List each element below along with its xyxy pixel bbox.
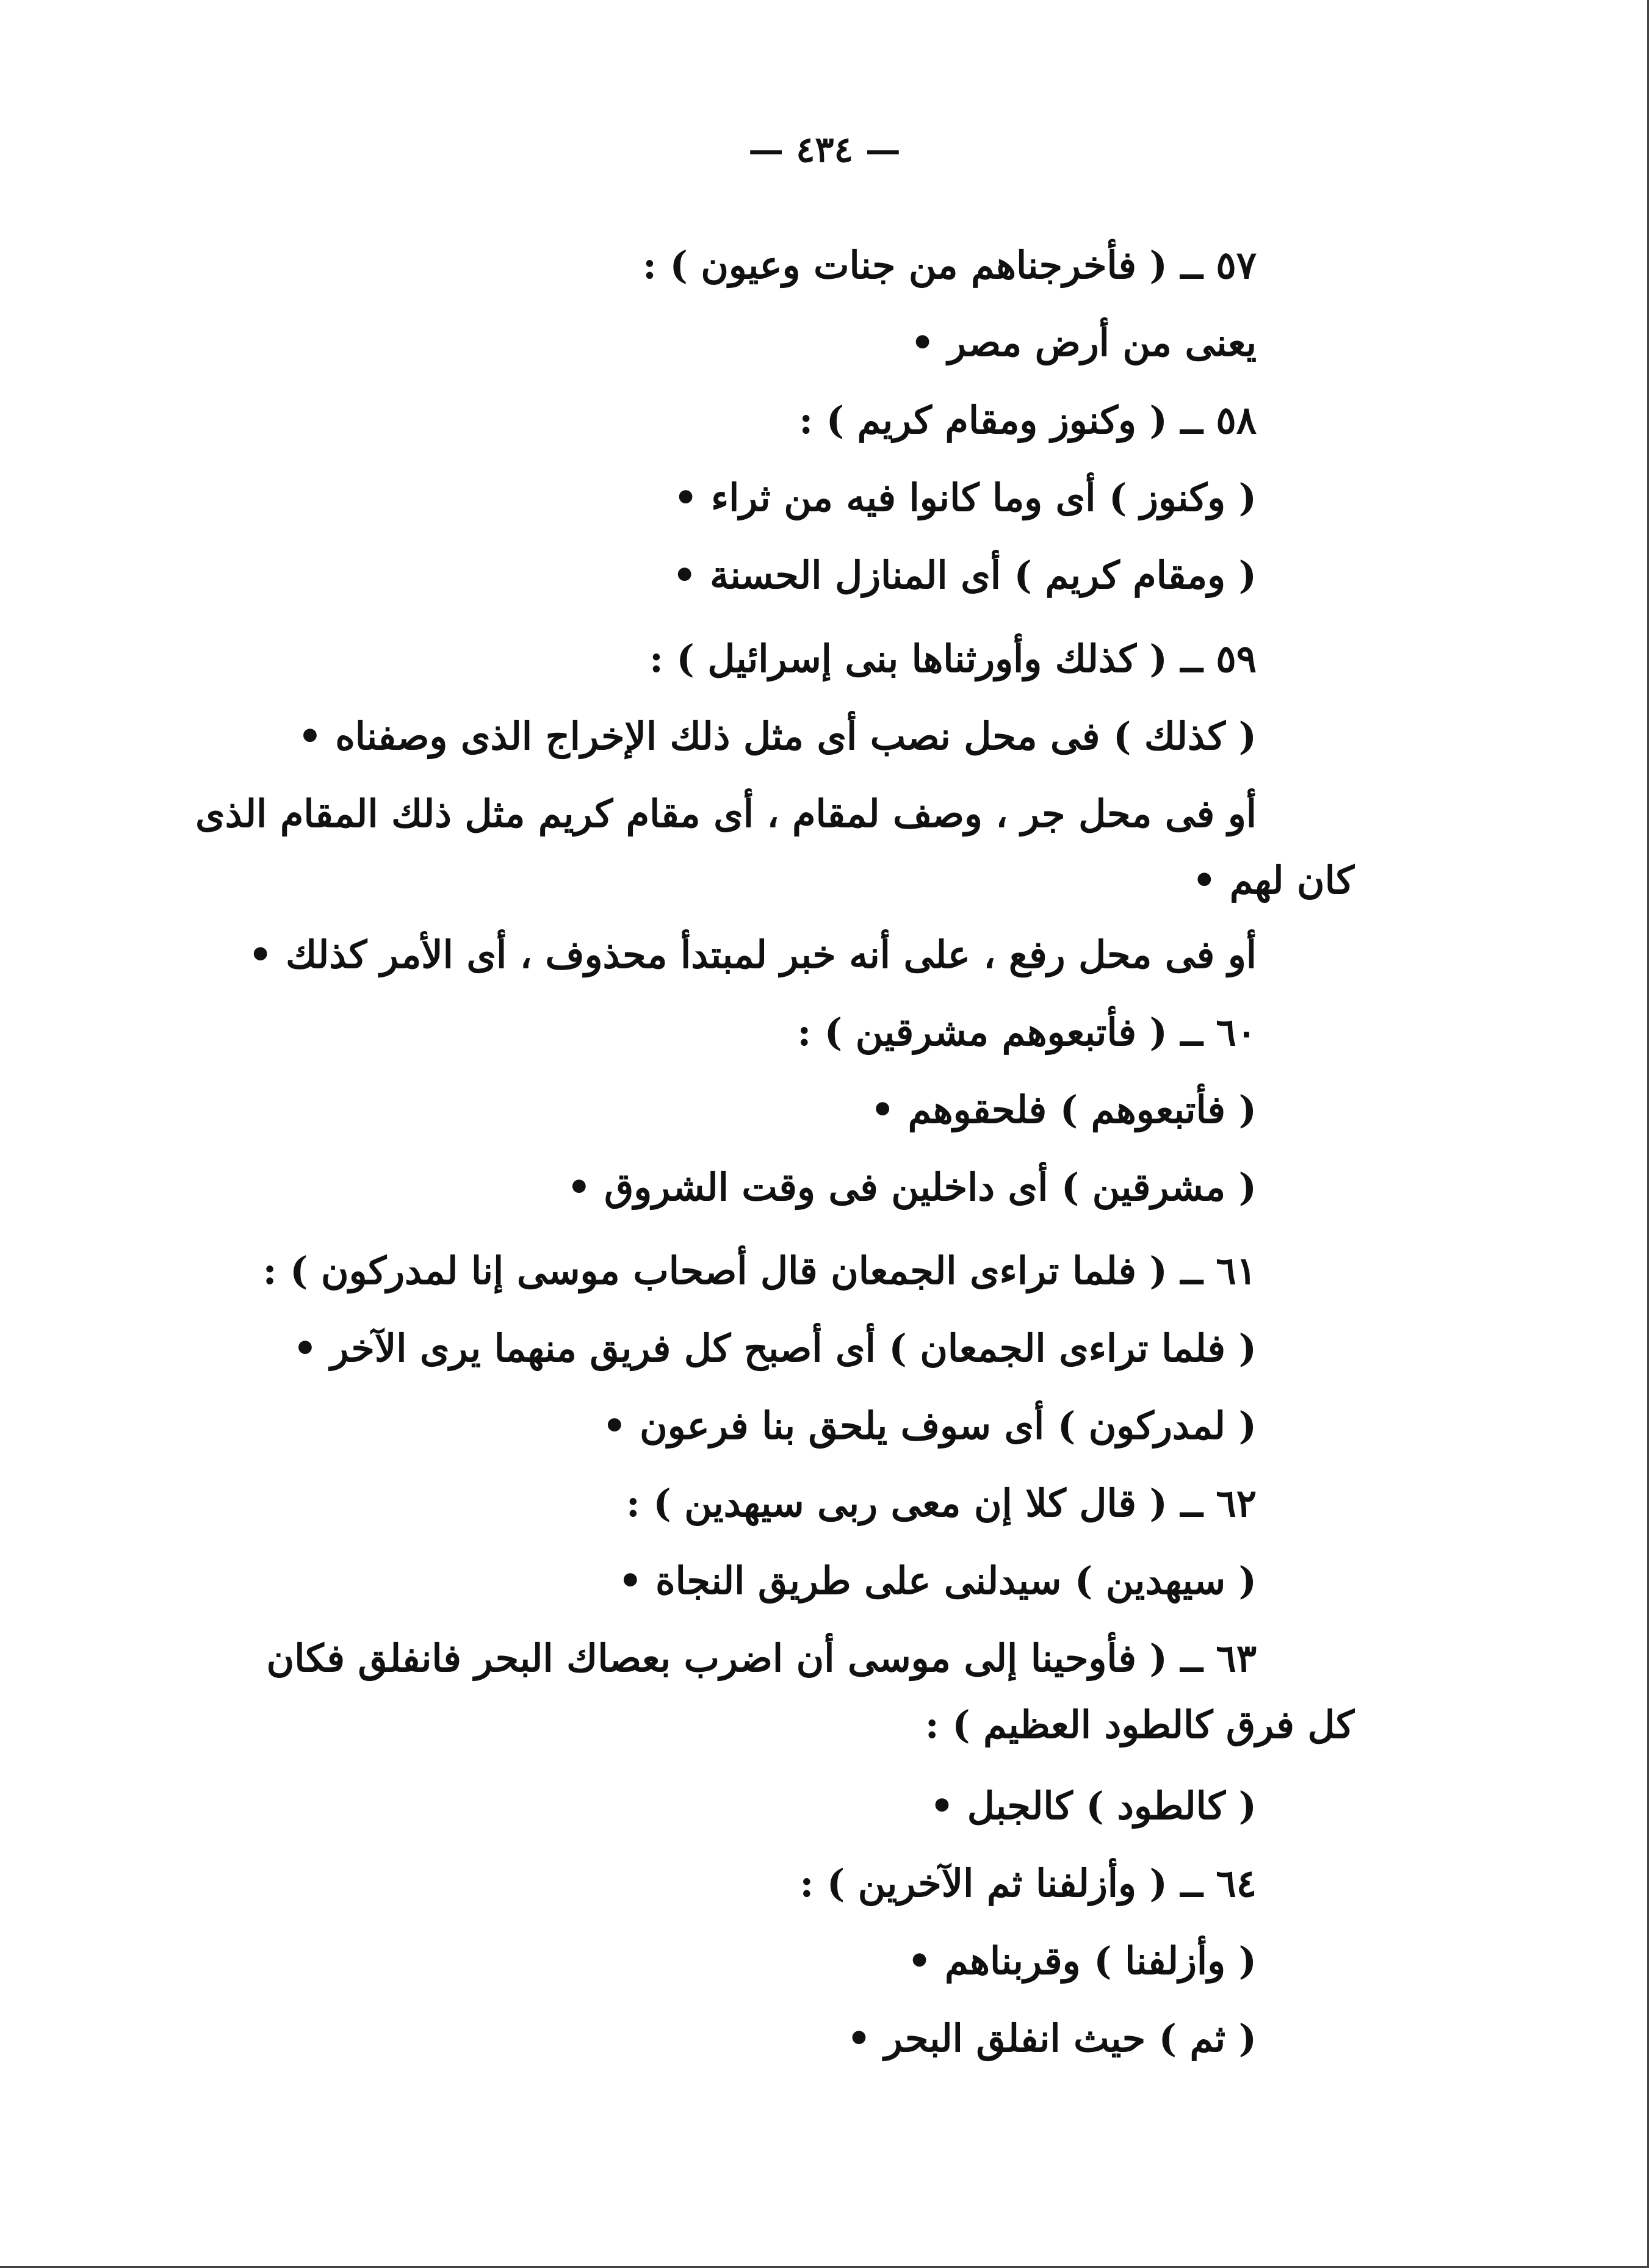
page-number: — ٤٣٤ — xyxy=(748,129,901,170)
verse-58-explanation-2: ( ومقام كريم ) أى المنازل الحسنة • xyxy=(672,553,1257,597)
verse-64-explanation-1: ( وأزلفنا ) وقربناهم • xyxy=(907,1939,1257,1983)
verse-58-explanation-1: ( وكنوز ) أى وما كانوا فيه من ثراء • xyxy=(673,475,1257,520)
verse-62-heading: ٦٢ ــ ( قال كلا إن معى ربى سيهدين ) : xyxy=(626,1481,1257,1525)
verse-58-heading: ٥٨ ــ ( وكنوز ومقام كريم ) : xyxy=(799,398,1257,442)
verse-63-explanation: ( كالطود ) كالجبل • xyxy=(929,1784,1257,1828)
verse-60-explanation-1: ( فأتبعوهم ) فلحقوهم • xyxy=(870,1087,1257,1132)
verse-61-explanation-2: ( لمدركون ) أى سوف يلحق بنا فرعون • xyxy=(602,1403,1257,1448)
verse-59-heading: ٥٩ ــ ( كذلك وأورثناها بنى إسرائيل ) : xyxy=(649,636,1257,681)
verse-59-explanation-3: أو فى محل رفع ، على أنه خبر لمبتدأ محذوف ، أى الأمر كذلك • xyxy=(248,932,1257,977)
verse-62-explanation: ( سيهدين ) سيدلنى على طريق النجاة • xyxy=(618,1558,1257,1603)
verse-59-explanation-2: أو فى محل جر ، وصف لمقام ، أى مقام كريم مثل ذلك المقام الذى xyxy=(195,791,1257,836)
verse-57-heading: ٥٧ ــ ( فأخرجناهم من جنات وعيون ) : xyxy=(642,243,1257,287)
verse-61-explanation-1: ( فلما تراءى الجمعان ) أى أصبح كل فريق منهما يرى الآخر • xyxy=(293,1326,1257,1370)
verse-63-heading-continued: كل فرق كالطود العظيم ) : xyxy=(925,1702,1354,1747)
verse-60-explanation-2: ( مشرقين ) أى داخلين فى وقت الشروق • xyxy=(566,1165,1257,1209)
verse-59-explanation-2-continued: كان لهم • xyxy=(1192,858,1354,902)
verse-60-heading: ٦٠ ــ ( فأتبعوهم مشرقين ) : xyxy=(797,1010,1257,1054)
verse-64-explanation-2: ( ثم ) حيث انفلق البحر • xyxy=(846,2016,1257,2061)
verse-64-heading: ٦٤ ــ ( وأزلفنا ثم الآخرين ) : xyxy=(799,1861,1257,1906)
verse-61-heading: ٦١ ــ ( فلما تراءى الجمعان قال أصحاب موسى إنا لمدركون ) : xyxy=(262,1248,1257,1293)
verse-59-explanation-1: ( كذلك ) فى محل نصب أى مثل ذلك الإخراج الذى وصفناه • xyxy=(298,714,1257,758)
verse-63-heading: ٦٣ ــ ( فأوحينا إلى موسى أن اضرب بعصاك البحر فانفلق فكان xyxy=(266,1636,1257,1680)
verse-57-explanation: يعنى من أرض مصر • xyxy=(910,320,1257,365)
